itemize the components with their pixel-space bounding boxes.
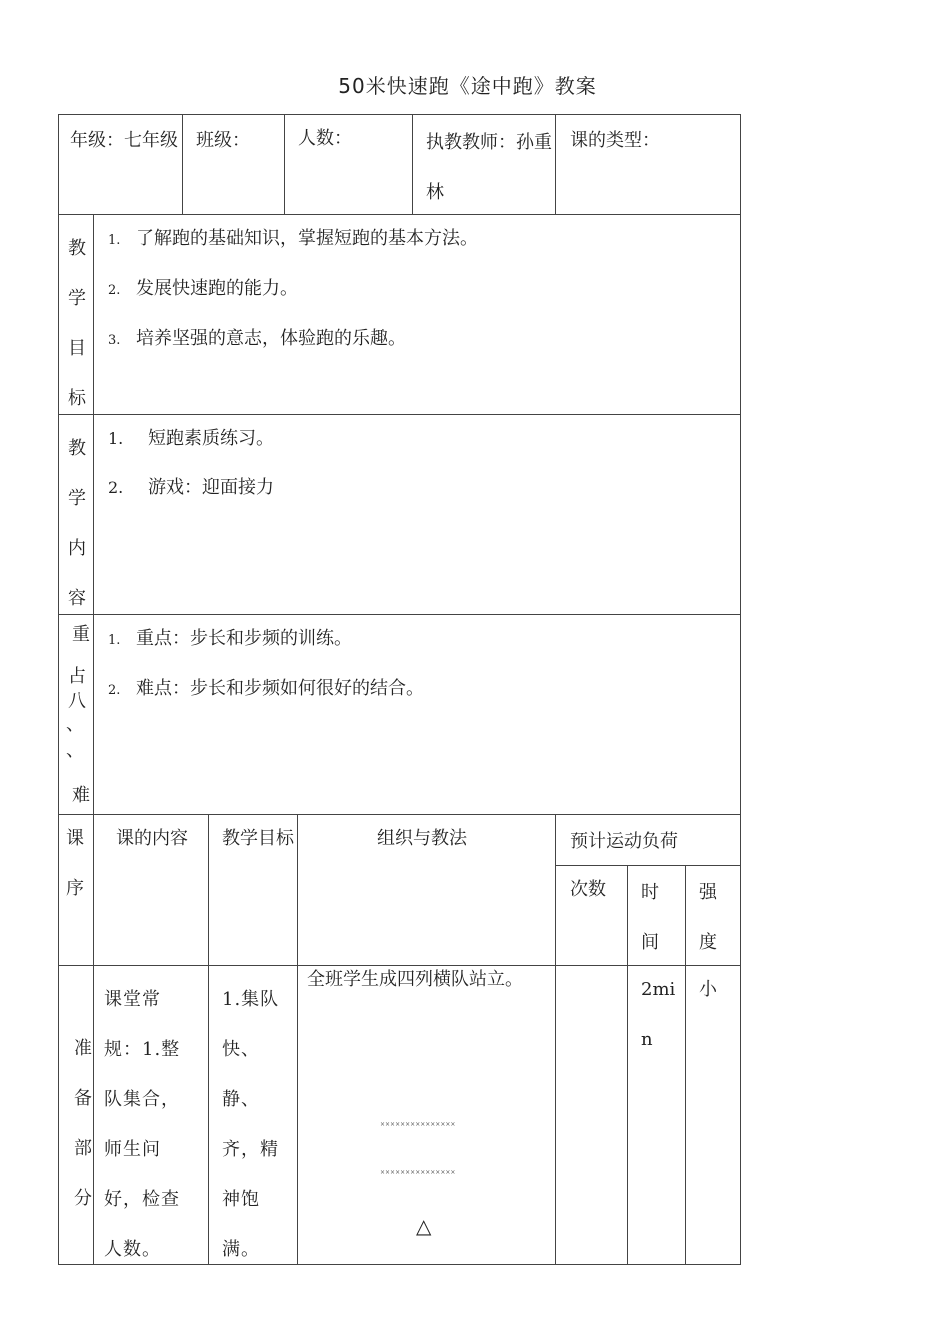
col-header-seq: 课序 (66, 828, 84, 899)
col-header-method: 组织与教法 (377, 828, 467, 849)
table-border (58, 114, 59, 1265)
formation-row: ××××××××××××××× (380, 1169, 456, 1176)
keypoint-item: 1. 重点：步长和步频的训练。 (108, 628, 352, 649)
prep-content: 课堂常规：1.整队集合，师生问好，检查人数。 (104, 989, 181, 1260)
table-border (627, 865, 628, 1265)
prep-intensity: 小 (699, 979, 717, 1000)
count-cell: 人数： (298, 128, 352, 149)
teacher-position-icon: △ (416, 1214, 432, 1238)
keypoint-item: 2. 难点：步长和步频如何很好的结合。 (108, 678, 424, 699)
col-header-times: 次数 (570, 879, 606, 900)
objective-item: 2. 发展快速跑的能力。 (108, 278, 298, 299)
col-header-load: 预计运动负荷 (570, 831, 678, 852)
formation-row: ××××××××××××××× (380, 1121, 456, 1128)
content-item: 2. 游戏：迎面接力 (108, 477, 274, 498)
objective-item: 1. 了解跑的基础知识，掌握短跑的基本方法。 (108, 228, 478, 249)
class-cell: 班级： (196, 130, 250, 151)
prep-goal: 1.集队快、静、齐，精神饱满。 (222, 989, 280, 1260)
prep-method: 全班学生成四列横队站立。 (307, 969, 523, 990)
prep-duration: 2min (641, 979, 676, 1050)
col-header-content: 课的内容 (116, 828, 188, 849)
table-border (58, 114, 741, 115)
col-header-goal: 教学目标 (222, 828, 294, 849)
grade-cell: 年级：七年级 (70, 130, 178, 151)
table-border (555, 814, 556, 1265)
table-border (93, 214, 94, 814)
table-border (412, 114, 413, 214)
col-header-duration: 时间 (641, 882, 659, 953)
table-border (208, 814, 209, 1265)
table-border (297, 814, 298, 1265)
page-title: 50米快速跑《途中跑》教案 (338, 74, 597, 98)
table-border (182, 114, 183, 214)
objective-item: 3. 培养坚强的意志，体验跑的乐趣。 (108, 328, 406, 349)
table-border (685, 865, 686, 1265)
content-item: 1. 短跑素质练习。 (108, 428, 274, 449)
table-border (284, 114, 285, 214)
col-header-intensity: 强度 (699, 882, 717, 953)
table-border (740, 114, 741, 1265)
lesson-type-cell: 课的类型： (570, 130, 660, 151)
teacher-cell: 执教教师：孙重林 (426, 132, 552, 203)
table-border (555, 114, 556, 214)
